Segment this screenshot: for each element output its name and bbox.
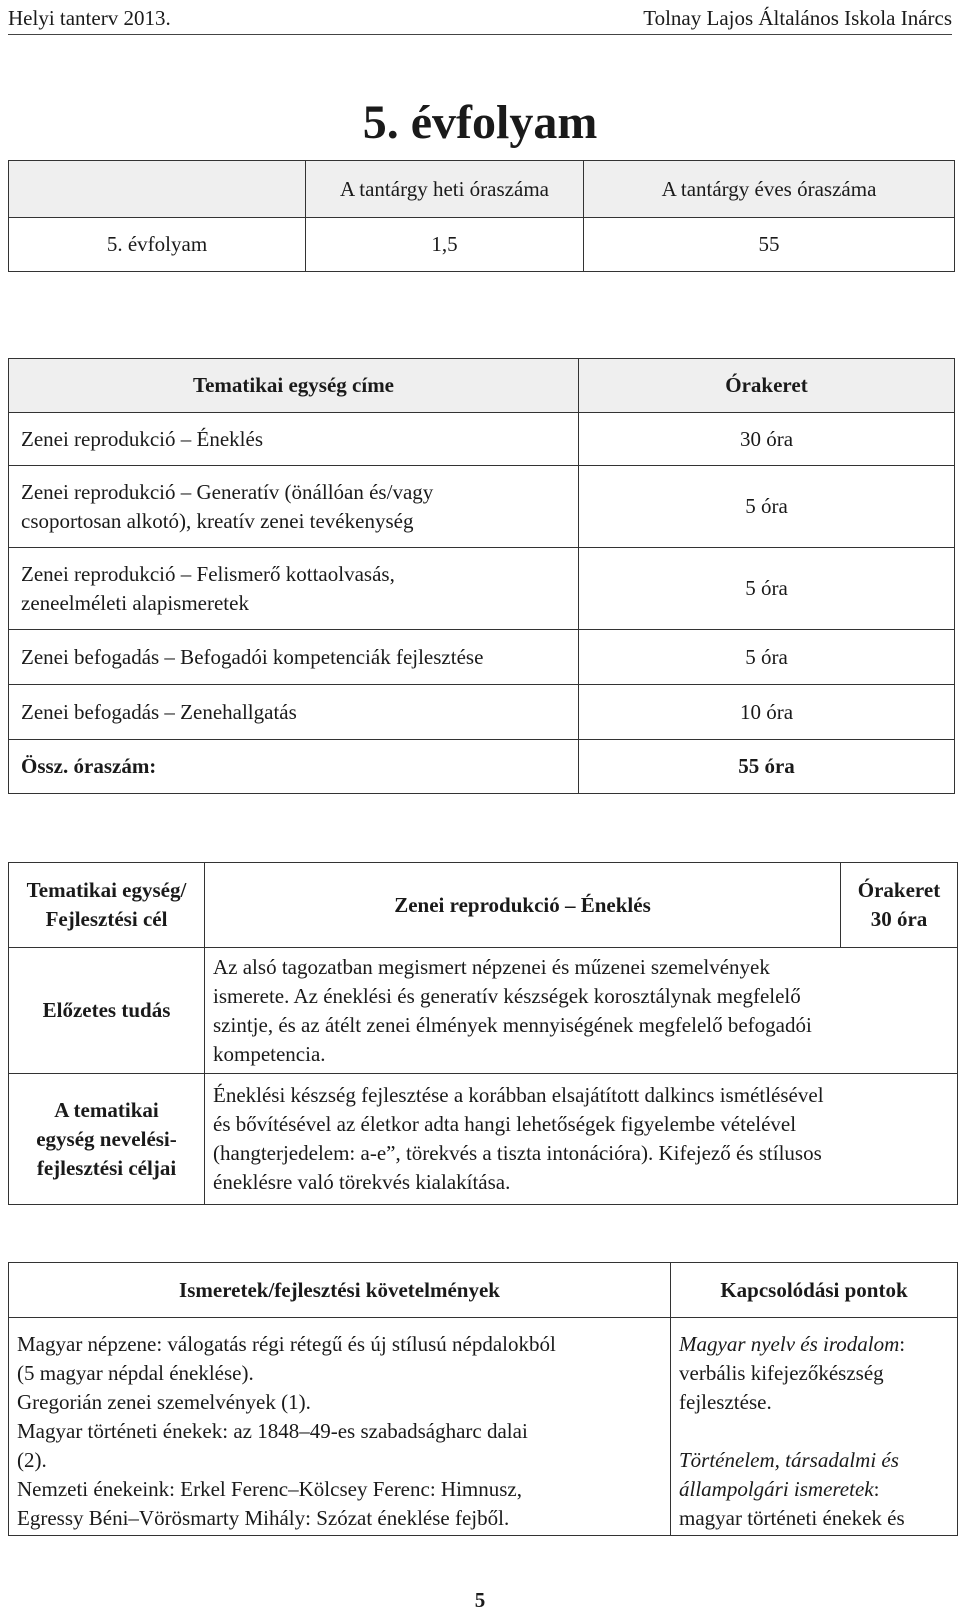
unit-title-line: Zenei befogadás – Zenehallgatás <box>21 699 297 724</box>
unit-hours-label: Órakeret <box>857 878 941 902</box>
unit-title <box>9 413 579 466</box>
goals-row <box>9 1074 958 1205</box>
unit-detail-table <box>8 862 958 1205</box>
unit-hours: 30 óra <box>579 413 955 466</box>
units-header-row <box>9 359 955 413</box>
hours-table-empty-cell <box>9 161 306 218</box>
requirements-head-left: Ismeretek/fejlesztési követelmények <box>9 1263 671 1318</box>
units-total-label: Össz. óraszám: <box>9 740 579 794</box>
goals-label-line: A tematikai <box>54 1097 159 1122</box>
unit-detail-header-row <box>9 863 958 948</box>
hours-table <box>8 160 955 272</box>
unit-title-cell: Zenei reprodukció – Éneklés <box>205 863 841 948</box>
text-line: (5 magyar népdal éneklése). <box>17 1361 254 1385</box>
hours-table-header-row <box>9 161 955 218</box>
text-fragment: : <box>899 1332 906 1356</box>
requirements-header-row <box>9 1263 958 1318</box>
text-line: (2). <box>17 1448 47 1472</box>
units-row <box>9 548 955 630</box>
requirements-head-right: Kapcsolódási pontok <box>671 1263 958 1318</box>
units-row <box>9 630 955 685</box>
header-left-text: Helyi tanterv 2013. <box>8 6 171 30</box>
hours-weekly-value: 1,5 <box>306 218 584 272</box>
text-line: Nemzeti énekeink: Erkel Ferenc–Kölcsey Ferenc: Himnusz, <box>17 1477 522 1501</box>
prior-knowledge-row <box>9 948 958 1074</box>
spacer <box>679 1417 953 1446</box>
text-fragment: : <box>873 1477 880 1501</box>
units-total-row <box>9 740 955 794</box>
requirements-text <box>9 1318 671 1536</box>
units-row <box>9 413 955 466</box>
subject-name: Történelem, társadalmi és <box>679 1448 899 1472</box>
unit-hours: 5 óra <box>579 466 955 548</box>
text-line: kompetencia. <box>213 1041 326 1066</box>
goals-label <box>9 1074 205 1205</box>
units-row <box>9 685 955 740</box>
unit-label-cell <box>9 863 205 948</box>
text-line: Magyar népzene: válogatás régi rétegű és új stílusú népdalokból <box>17 1332 556 1356</box>
text-line: Az alsó tagozatban megismert népzenei és műzenei szemelvények <box>213 954 770 979</box>
subject-name: állampolgári ismeretek <box>679 1477 874 1501</box>
unit-title-line: zeneelméleti alapismeretek <box>21 590 249 615</box>
unit-title-line: Zenei reprodukció – Generatív (önállóan és/vagy <box>21 479 434 504</box>
text-line: verbális kifejezőkészség <box>679 1361 884 1385</box>
units-head-title: Tematikai egység címe <box>9 359 579 413</box>
text-line: szintje, és az átélt zenei élmények mennyiségének megfelelő befogadói <box>213 1012 812 1037</box>
text-line: Gregorián zenei szemelvények (1). <box>17 1390 311 1414</box>
text-line: ismerete. Az éneklési és generatív készségek korosztálynak megfelelő <box>213 983 801 1008</box>
hours-row-label: 5. évfolyam <box>9 218 306 272</box>
prior-knowledge-text <box>205 948 958 1074</box>
text-line: (hangterjedelem: a-e”, törekvés a tiszta intonációra). Kifejező és stílusos <box>213 1141 822 1165</box>
page-title: 5. évfolyam <box>362 96 598 149</box>
text-line: Egressy Béni–Vörösmarty Mihály: Szózat éneklése fejből. <box>17 1506 510 1530</box>
header-rule <box>8 34 952 35</box>
unit-title-line: Zenei reprodukció – Felismerő kottaolvasás, <box>21 561 395 586</box>
unit-hours: 5 óra <box>579 548 955 630</box>
units-head-hours: Órakeret <box>579 359 955 413</box>
unit-title-line: Zenei reprodukció – Éneklés <box>21 426 263 451</box>
unit-title <box>9 630 579 685</box>
unit-label-line: Tematikai egység/ <box>26 878 187 902</box>
prior-knowledge-label: Előzetes tudás <box>9 948 205 1074</box>
text-line: Magyar történeti énekek: az 1848–49-es szabadságharc dalai <box>17 1419 528 1443</box>
hours-col-yearly: A tantárgy éves óraszáma <box>584 161 955 218</box>
text-line: magyar történeti énekek és <box>679 1506 905 1530</box>
requirements-body-row <box>9 1318 958 1536</box>
units-table <box>8 358 955 794</box>
hours-yearly-value: 55 <box>584 218 955 272</box>
unit-hours-cell <box>841 863 958 948</box>
connection-points-text <box>671 1318 958 1536</box>
unit-title <box>9 466 579 548</box>
hours-col-weekly: A tantárgy heti óraszáma <box>306 161 584 218</box>
unit-label-line: Fejlesztési cél <box>45 907 168 931</box>
unit-title <box>9 685 579 740</box>
unit-hours-value: 30 óra <box>870 907 928 931</box>
requirements-table <box>8 1262 958 1536</box>
page-number: 5 <box>474 1588 486 1612</box>
text-line: fejlesztése. <box>679 1390 772 1414</box>
unit-title-line: Zenei befogadás – Befogadói kompetenciák fejlesztése <box>21 644 484 669</box>
header-right-text: Tolnay Lajos Általános Iskola Inárcs <box>643 6 952 30</box>
unit-title-line: csoportosan alkotó), kreatív zenei tevékenység <box>21 508 414 533</box>
goals-label-line: fejlesztési céljai <box>36 1155 177 1180</box>
page-header <box>8 6 952 30</box>
unit-title <box>9 548 579 630</box>
goals-label-line: egység nevelési- <box>36 1126 177 1151</box>
subject-name: Magyar nyelv és irodalom <box>679 1332 900 1356</box>
units-row <box>9 466 955 548</box>
text-line: Éneklési készség fejlesztése a korábban elsajátított dalkincs ismétlésével <box>213 1083 824 1107</box>
text-line: és bővítésével az életkor adta hangi lehetőségek figyelembe vételével <box>213 1112 797 1136</box>
goals-text <box>205 1074 958 1205</box>
hours-table-row <box>9 218 955 272</box>
unit-hours: 5 óra <box>579 630 955 685</box>
units-total-hours: 55 óra <box>579 740 955 794</box>
unit-hours: 10 óra <box>579 685 955 740</box>
text-line: éneklésre való törekvés kialakítása. <box>213 1170 511 1194</box>
